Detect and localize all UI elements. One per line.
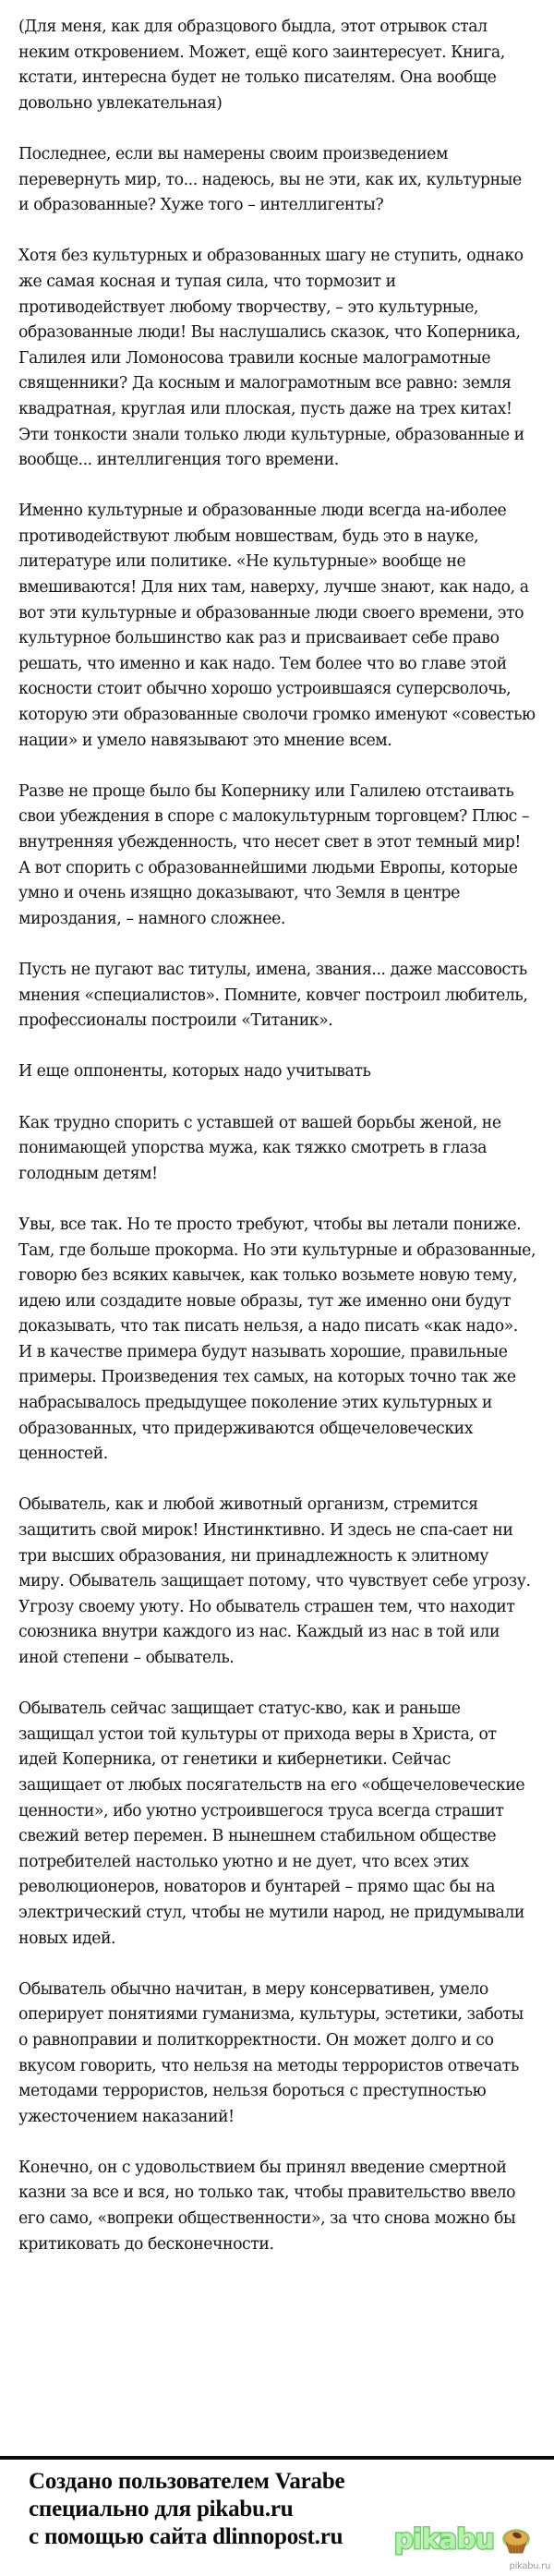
paragraph: Именно культурные и образованные люди всегда на-иболее противодействуют любым новшествам, будь это в науке, литературе или политике. «Не культурные» вообще не вмешиваются! Для них там, наверху, лучше знают, как надо, а вот эти культурные и образованные люди своего времени, это культурное большинство как раз и присваивает себе право решать, что именно и как надо. Тем более что во главе этой косности стоит обычно хорошо устроившаяся суперсволочь, которую эти образованные сволочи громко именуют «совестью нации» и умело навязывают это мнение всем. bbox=[18, 502, 536, 750]
credits-block bbox=[29, 2468, 416, 2551]
credits-line-generator: с помощью сайта dlinnopost.ru bbox=[29, 2524, 343, 2549]
credits-line-author: Создано пользователем Varabe bbox=[29, 2469, 345, 2494]
paragraph: Увы, все так. Но те просто требуют, чтобы вы летали пониже. Там, где больше прокорма. Но эти культурные и образованные, говорю без всяких кавычек, как только возьмете новую тему, идею или создадите новые образы, тут же именно они будут доказывать, что так писать нельзя, а надо писать «как надо». И в качестве примера будут называть хорошие, правильные примеры. Произведения тех самых, на которых точно так же набрасывалось предыдущее поколение этих культурных и образованных, что придерживаются общечеловеческих ценностей. bbox=[18, 1215, 536, 1464]
pikabu-logo bbox=[394, 2524, 528, 2556]
paragraph: Обыватель сейчас защищает статус-кво, как и раньше защищал устои той культуры от прихода веры в Христа, от идей Коперника, от генетики и кибернетики. Сейчас защищает от любых посягательств на его «общечеловеческие ценности», ибо уютно устроившегося труса всегда страшит свежий ветер перемен. В нынешнем стабильном обществе потребителей настолько уютно и не дует, что всех этих революционеров, новаторов и бунтарей – прямо щас бы на электрический стул, чтобы не мутили народ, не придумывали новых идей. bbox=[18, 1699, 525, 1948]
pikabu-logo-text: pikabu bbox=[394, 2523, 494, 2555]
watermark: pikabu.ru bbox=[509, 2561, 550, 2571]
paragraph: Обыватель, как и любой животный организм, стремится защитить свой мирок! Инстинктивно. И здесь не спа-сает ни три высших образования, ни принадлежность к элитному миру. Обыватель защищает потому, что чувствует себе угрозу. Угрозу своему уюту. Но обыватель страшен тем, что находит союзника внутри каждого из нас. Каждый из нас в той или иной степени – обыватель. bbox=[18, 1495, 531, 1667]
footer-divider bbox=[0, 2456, 554, 2460]
paragraph: Пусть не пугают вас титулы, имена, звания... даже массовость мнения «специалистов». Помните, ковчег построил любитель, профессионалы построили «Титаник». bbox=[18, 960, 528, 1031]
article-body bbox=[18, 15, 536, 2283]
paragraph: Как трудно спорить с уставшей от вашей борьбы женой, не понимающей упорства мужа, как тяжко смотреть в глаза голодным детям! bbox=[18, 1113, 501, 1183]
paragraph: И еще оппоненты, которых надо учитывать bbox=[18, 1062, 371, 1082]
paragraph: Хотя без культурных и образованных шагу не ступить, однако же самая косная и тупая сила, что тормозит и противодействует любому творчеству, – это культурные, образованные люди! Вы наслушались сказок, что Коперника, Галилея или Ломоносова травили косные малограмотные священники? Да косным и малограмотным все равно: земля квадратная, круглая или плоская, пусть даже на трех китах! Эти тонкости знали только люди культурные, образованные и вообще... интеллигенция того времени. bbox=[18, 247, 524, 470]
paragraph: Разве не проще было бы Копернику или Галилею отстаивать свои убеждения в споре с малокультурным торговцем? Плюс – внутренняя убежденность, что несет свет в этот темный мир! А вот спорить с образованнейшими людьми Европы, которые умно и очень изящно доказывают, что Земля в центре мироздания, – намного сложнее. bbox=[18, 781, 530, 928]
credits-line-site: специально для pikabu.ru bbox=[29, 2497, 294, 2522]
paragraph: Последнее, если вы намерены своим произведением перевернуть мир, то... надеюсь, вы не эти, как их, культурные и образованные? Хуже того – интеллигенты? bbox=[18, 144, 522, 215]
paragraph: Обыватель обычно начитан, в меру консервативен, умело оперирует понятиями гуманизма, культуры, эстетики, заботы о равноправии и политкорректности. Он может долго и со вкусом говорить, что нельзя на методы террористов отвечать методами террористов, нельзя бороться с преступностью ужесточением наказаний! bbox=[18, 1979, 524, 2126]
paragraph: (Для меня, как для образцового быдла, этот отрывок стал неким откровением. Может, ещё кого заинтересует. Книга, кстати, интересна будет не только писателям. Она вообще довольно увлекательная) bbox=[18, 18, 505, 113]
muffin-icon bbox=[500, 2526, 532, 2556]
paragraph: Конечно, он с удовольствием бы принял введение смертной казни за все и вся, но только так, чтобы правительство ввело его само, «вопреки общественности», за что снова можно бы критиковать до бесконечности. bbox=[18, 2158, 516, 2254]
